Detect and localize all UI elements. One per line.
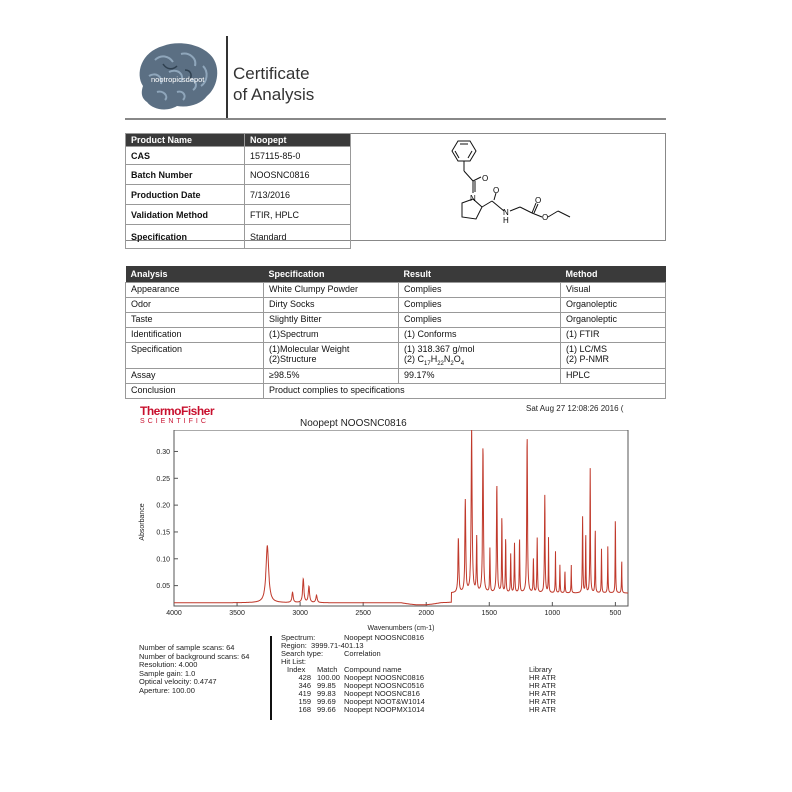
title-line-1: Certificate <box>233 64 310 83</box>
hit-match: 99.85 <box>317 681 336 690</box>
product-value: FTIR, HPLC <box>245 205 351 225</box>
product-value: 157115-85-0 <box>245 147 351 165</box>
result-cell <box>399 343 561 369</box>
structure-label: O <box>535 196 542 205</box>
logo-text: nootropicsdepot <box>151 75 205 84</box>
ir-spectrum-chart <box>130 430 630 634</box>
analysis-table <box>125 266 666 399</box>
column-header: Analysis <box>126 266 264 283</box>
hit-library: HR ATR <box>529 689 556 698</box>
column-header: Index <box>287 665 306 674</box>
info-value: Noopept NOOSNC0816 <box>344 633 425 642</box>
hit-index: 168 <box>298 705 311 714</box>
hit-library: HR ATR <box>529 705 556 714</box>
search-results <box>281 634 556 714</box>
scan-param: Number of sample scans: 64 <box>139 643 235 652</box>
y-tick-label: 0.10 <box>156 556 170 564</box>
analysis-cell: Conclusion <box>126 383 264 398</box>
spec-cell: White Clumpy Powder <box>264 283 399 298</box>
x-tick-label: 1500 <box>481 610 498 617</box>
info-label: Region: <box>281 641 307 650</box>
method-cell: Organoleptic <box>561 298 666 313</box>
result-cell: Complies <box>399 313 561 328</box>
product-key: CAS <box>126 147 245 165</box>
hit-library: HR ATR <box>529 697 556 706</box>
hit-name: Noopept NOOSNC0516 <box>344 681 425 690</box>
formula: (2) $C_{17}H_{22}N_2O_4$ <box>404 354 465 367</box>
x-tick-label: 3000 <box>292 610 308 617</box>
y-axis-label: Absorbance <box>139 503 146 541</box>
product-name-key: Product Name <box>126 134 245 147</box>
molecular-structure <box>440 137 590 237</box>
product-key: Specification <box>126 225 245 249</box>
scan-param: Aperture: 100.00 <box>139 685 195 695</box>
analysis-cell: Taste <box>126 313 264 328</box>
result-cell: Complies <box>399 298 561 313</box>
method-cell <box>561 343 666 369</box>
spec-cell: Dirty Socks <box>264 298 399 313</box>
hit-library: HR ATR <box>529 681 556 690</box>
hit-match: 99.69 <box>317 697 336 706</box>
header-rule <box>125 118 666 120</box>
info-label: Hit List: <box>281 657 307 666</box>
product-value: NOOSNC0816 <box>245 165 351 185</box>
hit-index: 159 <box>298 697 311 706</box>
hit-list-table <box>287 666 556 714</box>
hit-name: Noopept NOOPMX1014 <box>344 705 425 714</box>
method-cell: (1) FTIR <box>561 328 666 343</box>
result-cell: (1) Conforms <box>399 328 561 343</box>
spectrum-date: Sat Aug 27 12:08:26 2016 ( <box>526 404 624 413</box>
hit-match: 100.00 <box>317 673 340 682</box>
hit-index: 346 <box>298 681 311 690</box>
result-cell: 99.17% <box>399 368 561 383</box>
info-value: 3999.71-401.13 <box>311 641 364 650</box>
x-tick-label: 4000 <box>166 610 182 617</box>
product-row <box>126 147 351 165</box>
table-row <box>126 343 666 369</box>
x-tick-label: 1000 <box>544 610 561 617</box>
hit-name: Noopept NOOSNC816 <box>344 689 420 698</box>
hit-match: 99.83 <box>317 689 336 698</box>
spec-cell <box>264 343 399 369</box>
structure-label: N <box>503 208 509 217</box>
hit-library: HR ATR <box>529 673 556 682</box>
analysis-cell: Appearance <box>126 283 264 298</box>
result-cell: Complies <box>399 283 561 298</box>
table-row <box>126 328 666 343</box>
spec-cell: ≥98.5% <box>264 368 399 383</box>
method-line: (1) LC/MS <box>566 344 608 354</box>
spec-line: (1)Molecular Weight <box>269 344 350 354</box>
scan-param: Number of background scans: 64 <box>139 651 250 661</box>
conclusion-text: Product complies to specifications <box>264 383 666 398</box>
structure-label: N <box>470 194 476 203</box>
brand-sub: SCIENTIFIC <box>140 418 209 425</box>
hit-name: Noopept NOOSNC0816 <box>344 673 425 682</box>
table-row <box>126 368 666 383</box>
product-key: Validation Method <box>126 205 245 225</box>
structure-label: O <box>493 186 500 195</box>
analysis-cell: Assay <box>126 368 264 383</box>
y-tick-label: 0.30 <box>156 448 170 456</box>
meta-divider <box>270 636 272 720</box>
product-row <box>126 225 351 249</box>
scan-param: Resolution: 4.000 <box>139 660 198 669</box>
product-row <box>126 165 351 185</box>
x-tick-label: 2000 <box>418 610 435 617</box>
product-value: 7/13/2016 <box>245 185 351 205</box>
hit-index: 419 <box>298 689 311 698</box>
product-table <box>125 133 351 249</box>
scan-param: Optical velocity: 0.4747 <box>139 677 217 686</box>
info-label: Search type: <box>281 649 324 658</box>
brand-name: ThermoFisher <box>140 404 215 418</box>
y-tick-label: 0.25 <box>156 475 170 483</box>
product-name-value: Noopept <box>245 134 351 147</box>
y-tick-label: 0.20 <box>156 502 170 510</box>
structure-label: H <box>503 216 509 225</box>
search-info <box>281 634 424 666</box>
y-tick-label: 0.05 <box>156 583 170 591</box>
method-line: (2) P-NMR <box>566 354 609 364</box>
x-tick-label: 3500 <box>229 610 245 617</box>
structure-label: O <box>482 174 489 183</box>
info-label: Spectrum: <box>281 633 316 642</box>
analysis-cell: Odor <box>126 298 264 313</box>
table-row <box>126 298 666 313</box>
page-title <box>233 63 314 105</box>
product-header-row <box>126 134 351 147</box>
info-value: Correlation <box>344 649 381 658</box>
analysis-header-row <box>126 266 666 283</box>
analysis-cell: Identification <box>126 328 264 343</box>
analysis-cell: Specification <box>126 343 264 369</box>
conclusion-row <box>126 383 666 398</box>
scan-param: Sample gain: 1.0 <box>139 668 196 678</box>
product-value: Standard <box>245 225 351 249</box>
x-tick-label: 2500 <box>355 610 371 617</box>
product-row <box>126 205 351 225</box>
hit-name: Noopept NOOT&W1014 <box>344 697 425 706</box>
table-row <box>126 283 666 298</box>
y-tick-label: 0.15 <box>156 529 170 537</box>
method-cell: Visual <box>561 283 666 298</box>
spec-cell: Slightly Bitter <box>264 313 399 328</box>
column-header: Method <box>561 266 666 283</box>
x-tick-label: 500 <box>609 610 622 617</box>
product-key: Batch Number <box>126 165 245 185</box>
product-row <box>126 185 351 205</box>
spectrum-title: Noopept NOOSNC0816 <box>300 418 407 429</box>
table-row <box>126 313 666 328</box>
title-line-2: of Analysis <box>233 85 315 104</box>
method-cell: HPLC <box>561 368 666 383</box>
table-row <box>287 706 556 714</box>
formula-prefix: (2) C <box>404 354 424 364</box>
structure-label: O <box>542 213 549 222</box>
column-header: Specification <box>264 266 399 283</box>
column-header: Library <box>529 665 552 674</box>
spec-cell: (1)Spectrum <box>264 328 399 343</box>
hit-index: 428 <box>298 673 311 682</box>
column-header: Result <box>399 266 561 283</box>
header-divider <box>226 36 228 118</box>
column-header: Compound name <box>344 665 402 674</box>
scan-parameters <box>139 644 249 695</box>
brand-logo <box>133 40 221 118</box>
thermofisher-logo <box>140 404 214 425</box>
x-axis-label: Wavenumbers (cm-1) <box>367 625 435 632</box>
product-key: Production Date <box>126 185 245 205</box>
method-cell: Organoleptic <box>561 313 666 328</box>
spec-line: (2)Structure <box>269 354 317 364</box>
column-header: Match <box>317 665 338 674</box>
result-line: (1) 318.367 g/mol <box>404 344 475 354</box>
hit-match: 99.66 <box>317 705 336 714</box>
